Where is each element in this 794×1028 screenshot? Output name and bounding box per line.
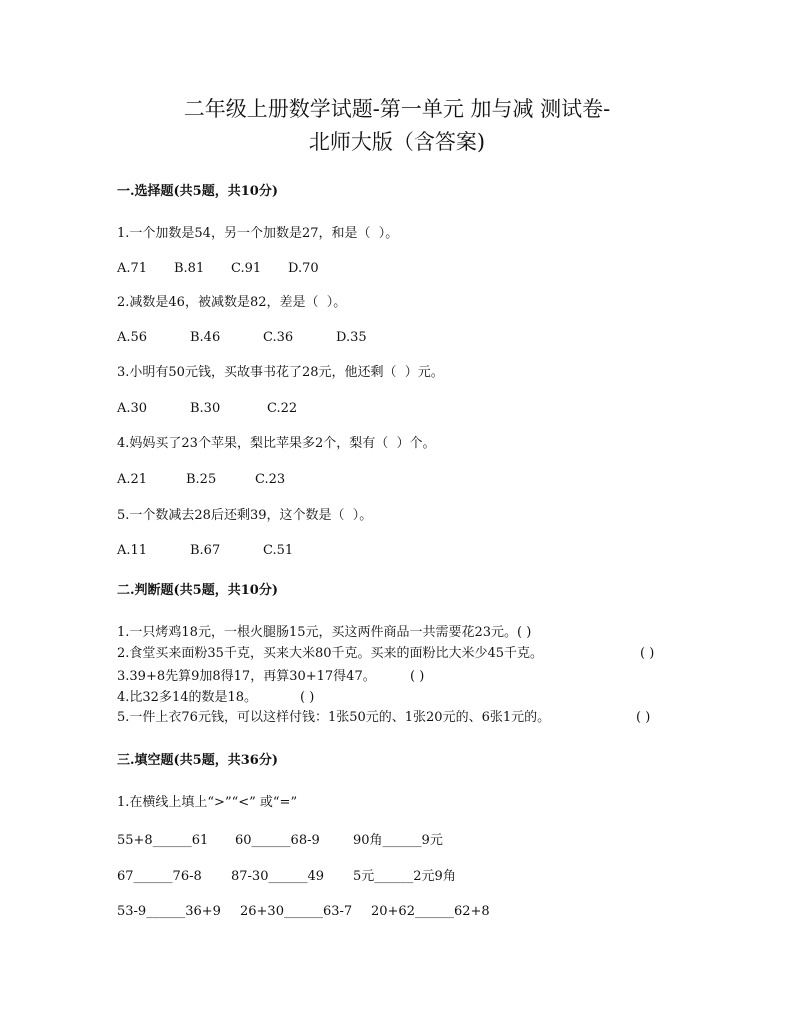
comparison-blank: 67______76-8 — [117, 869, 202, 884]
judgement-item: 2.食堂买来面粉35千克，买来大米80千克。买来的面粉比大米少45千克。 — [117, 646, 544, 661]
question-stem: 1.在横线上填上“>”“<” 或“=” — [117, 795, 298, 810]
answer-parentheses: ( ) — [300, 690, 315, 705]
option: A.30 — [117, 401, 148, 416]
option: A.21 — [117, 472, 148, 487]
page-title-line1: 二年级上册数学试题-第一单元 加与减 测试卷- — [183, 97, 611, 121]
answer-parentheses: ( ) — [636, 710, 651, 725]
option: C.91 — [231, 261, 262, 276]
answer-parentheses: ( ) — [410, 669, 425, 684]
option: C.36 — [263, 330, 294, 345]
comparison-blank: 5元______2元9角 — [353, 869, 456, 884]
comparison-blank: 20+62______62+8 — [371, 904, 490, 919]
option: D.35 — [336, 330, 367, 345]
option: D.70 — [288, 261, 319, 276]
option: A.11 — [117, 543, 148, 558]
answer-parentheses: ( ) — [640, 646, 655, 661]
comparison-blank: 90角______9元 — [353, 833, 443, 848]
section-heading-fill: 三.填空题(共5题，共36分) — [117, 753, 278, 768]
judgement-item: 4.比32多14的数是18。 — [117, 690, 258, 705]
section-heading-choice: 一.选择题(共5题，共10分) — [117, 184, 278, 199]
option: B.81 — [174, 261, 205, 276]
comparison-blank: 53-9______36+9 — [117, 904, 221, 919]
option: C.23 — [255, 472, 286, 487]
judgement-item: 1.一只烤鸡18元，一根火腿肠15元，买这两件商品一共需要花23元。( ) — [117, 625, 532, 640]
option: B.67 — [190, 543, 221, 558]
judgement-item: 3.39+8先算9加8得17，再算30+17得47。 — [117, 669, 376, 684]
question-stem: 2.减数是46，被减数是82，差是（ ）。 — [117, 295, 347, 310]
comparison-blank: 55+8______61 — [117, 833, 209, 848]
question-stem: 1.一个加数是54，另一个加数是27，和是（ ）。 — [117, 226, 399, 241]
option: C.51 — [263, 543, 294, 558]
option: B.30 — [190, 401, 221, 416]
judgement-item: 5.一件上衣76元钱，可以这样付钱：1张50元的、1张20元的、6张1元的。 — [117, 710, 551, 725]
section-heading-judgement: 二.判断题(共5题，共10分) — [117, 583, 278, 598]
option: B.25 — [186, 472, 217, 487]
option: A.71 — [117, 261, 148, 276]
comparison-blank: 26+30______63-7 — [240, 904, 353, 919]
question-stem: 4.妈妈买了23个苹果，梨比苹果多2个，梨有（ ）个。 — [117, 436, 436, 451]
page-title-line2: 北师大版（含答案) — [308, 130, 486, 154]
option: C.22 — [267, 401, 298, 416]
option: A.56 — [117, 330, 148, 345]
question-stem: 3.小明有50元钱，买故事书花了28元，他还剩（ ）元。 — [117, 365, 444, 380]
comparison-blank: 87-30______49 — [231, 869, 325, 884]
option: B.46 — [190, 330, 221, 345]
question-stem: 5.一个数减去28后还剩39，这个数是（ ）。 — [117, 508, 373, 523]
comparison-blank: 60______68-9 — [235, 833, 320, 848]
